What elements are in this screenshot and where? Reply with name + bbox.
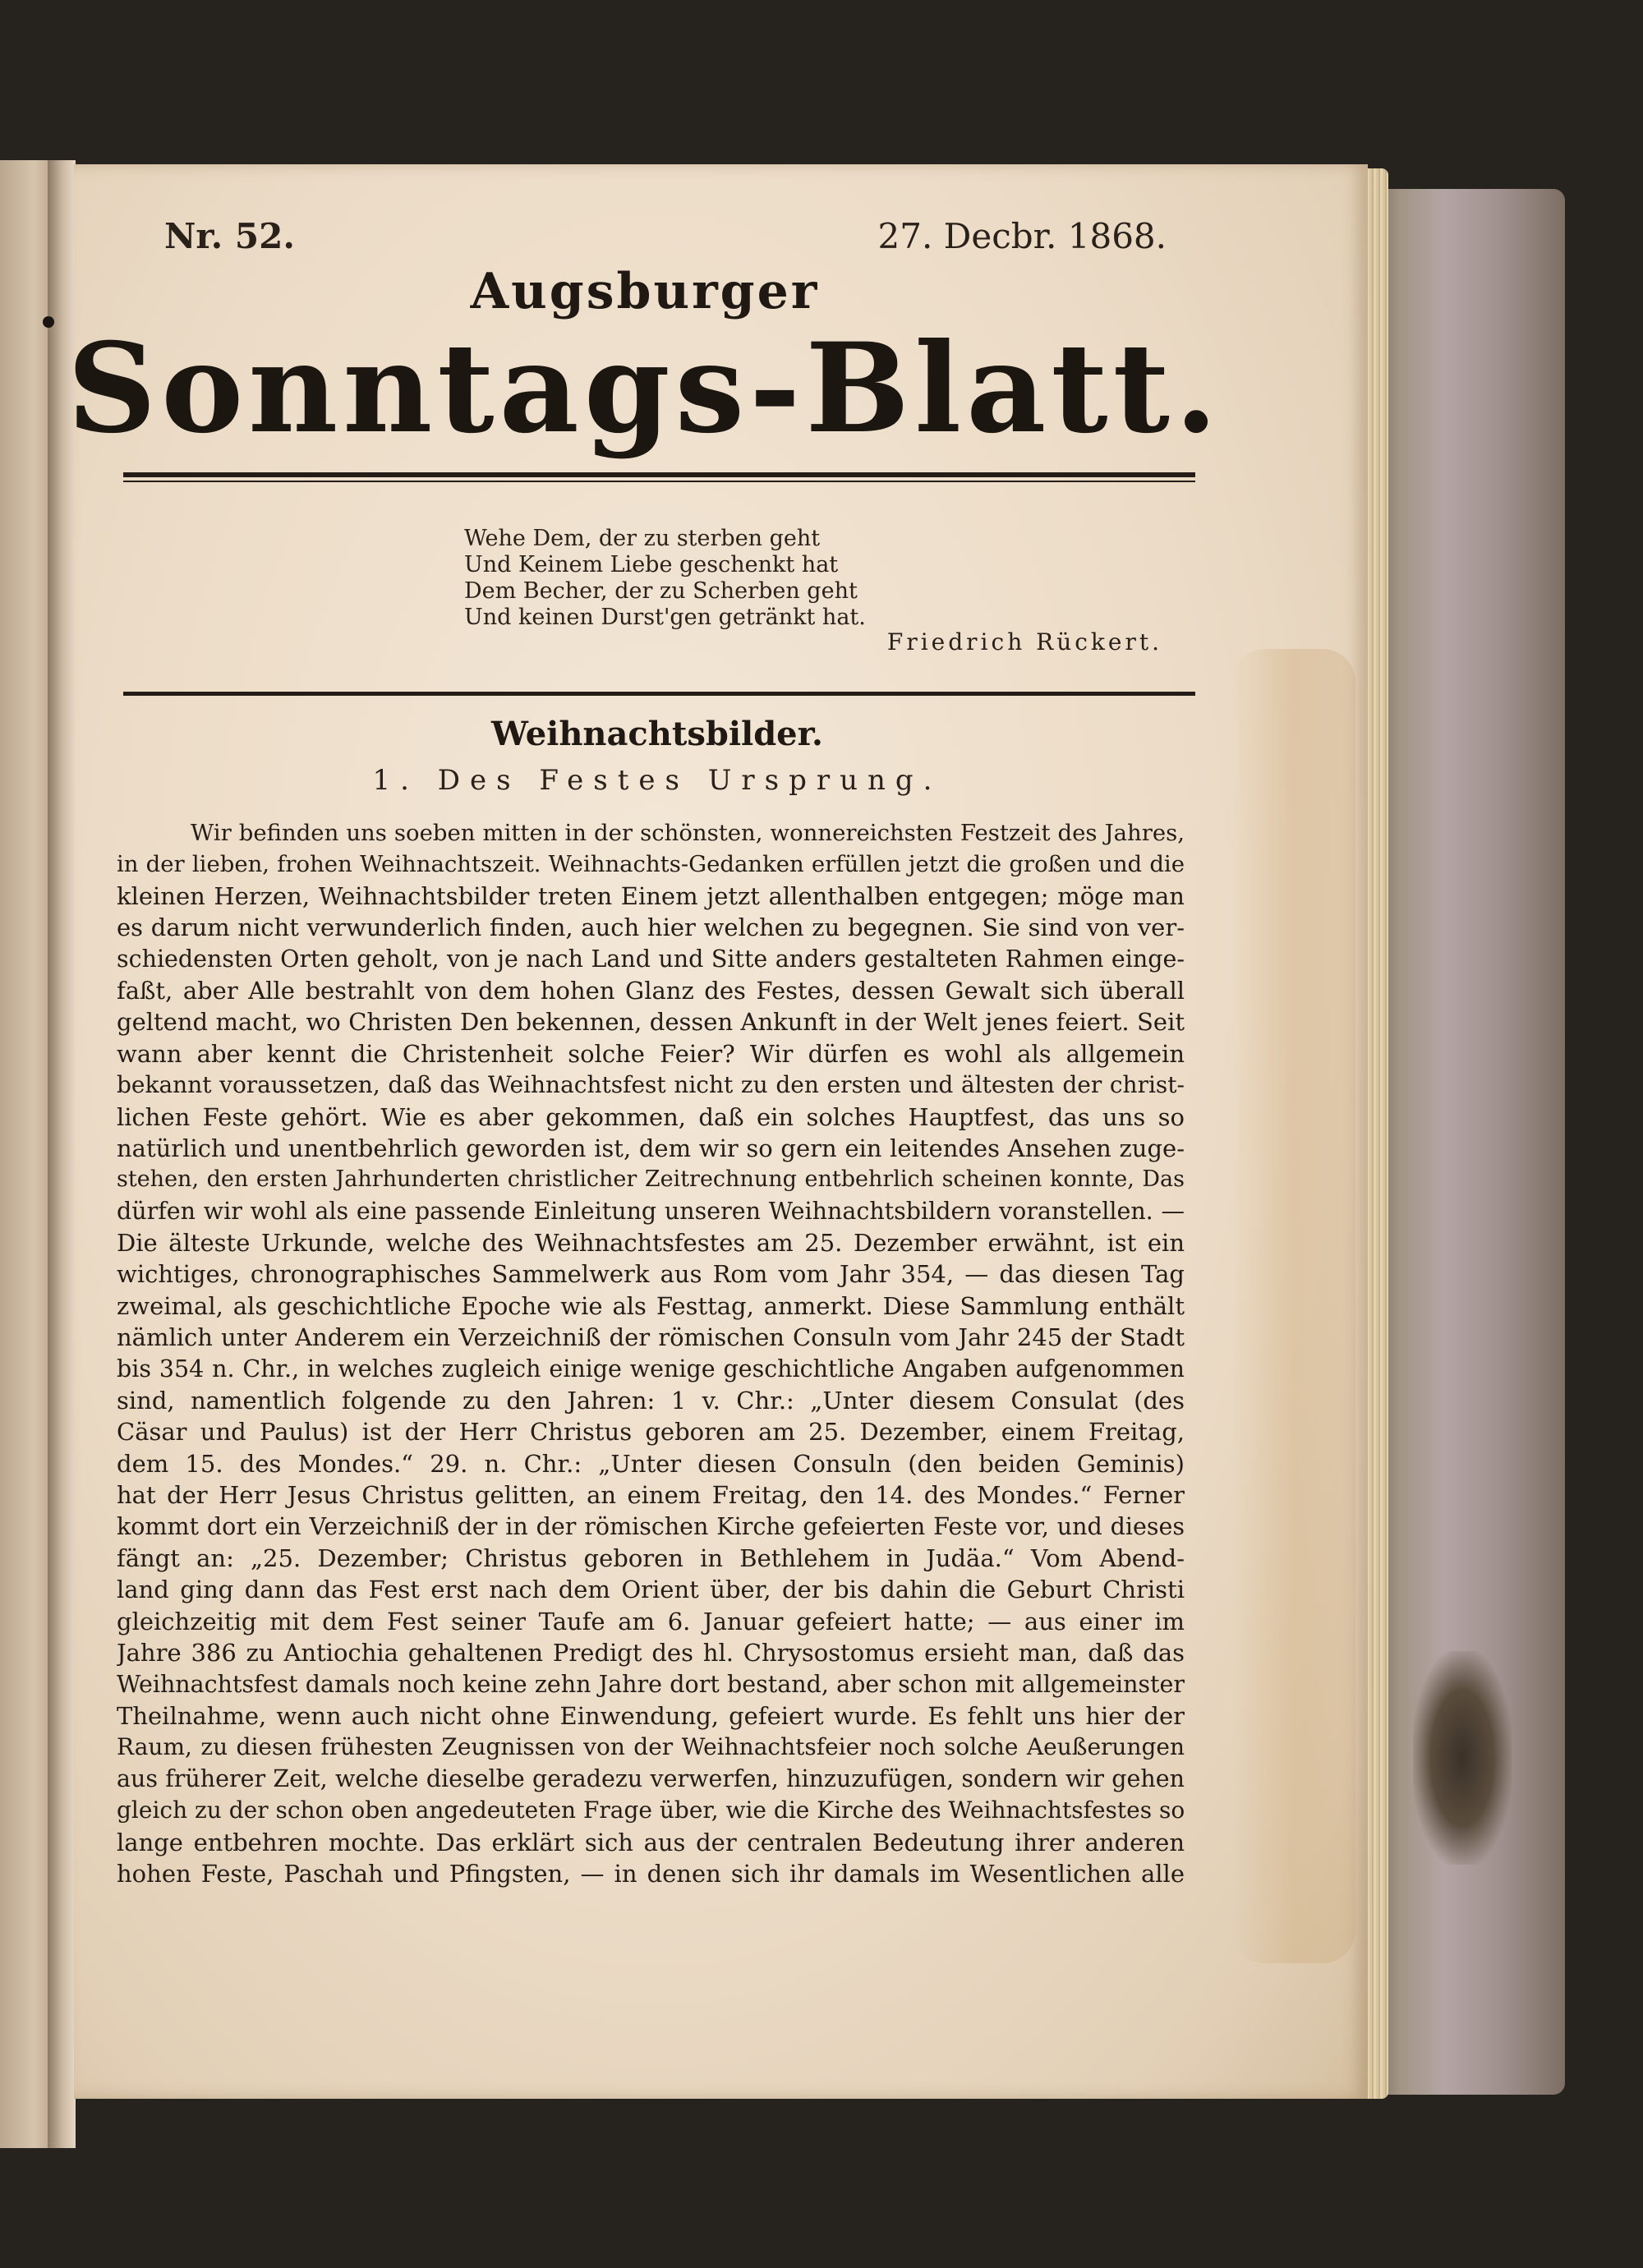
text-line: es darum nicht verwunderlich finden, auch hier welchen zu begegnen. Sie sind von ver- bbox=[117, 913, 1185, 942]
masthead-title: Sonntags-Blatt. bbox=[67, 316, 1223, 461]
article-body bbox=[117, 817, 1185, 1889]
text-line: bis 354 n. Chr., in welches zugleich einige wenige geschichtliche Angaben aufgenommen bbox=[117, 1355, 1185, 1382]
text-line: dem 15. des Mondes.“ 29. n. Chr.: „Unter diesen Consuln (den beiden Geminis) bbox=[117, 1449, 1185, 1478]
text-line: land ging dann das Fest erst nach dem Orient über, der bis dahin die Geburt Christi bbox=[117, 1576, 1185, 1604]
text-line: in der lieben, frohen Weihnachtszeit. Weihnachts-Gedanken erfüllen jetzt die großen und die bbox=[117, 851, 1185, 878]
text-line: Raum, zu diesen frühesten Zeugnissen von der Weihnachtsfeier noch solche Aeußerungen bbox=[117, 1733, 1185, 1761]
text-line: lange entbehren mochte. Das erklärt sich aus der centralen Bedeutung ihrer anderen bbox=[117, 1828, 1185, 1856]
section-rule bbox=[123, 692, 1195, 696]
text-line: Wir befinden uns soeben mitten in der schönsten, wonnereichsten Festzeit des Jahres, bbox=[191, 820, 1185, 846]
text-line: nämlich unter Anderem ein Verzeichniß der römischen Consuln vom Jahr 245 der Stadt bbox=[117, 1323, 1185, 1352]
motto-line: Und Keinem Liebe geschenkt hat bbox=[464, 552, 839, 577]
masthead-city: Augsburger bbox=[470, 263, 820, 320]
text-line: kommt dort ein Verzeichniß der in der römischen Kirche gefeierten Feste vor, und dieses bbox=[117, 1512, 1185, 1540]
issue-date: 27. Decbr. 1868. bbox=[877, 216, 1167, 256]
text-line: geltend macht, wo Christen Den bekennen, dessen Ankunft in der Welt jenes feiert. Seit bbox=[117, 1008, 1185, 1037]
issue-number: Nr. 52. bbox=[164, 216, 295, 256]
text-line: schiedensten Orten geholt, von je nach Land und Sitte anders gestalteten Rahmen einge- bbox=[117, 945, 1185, 973]
water-stain bbox=[1232, 649, 1355, 1963]
text-line: dürfen wir wohl als eine passende Einleitung unseren Weihnachtsbildern voranstellen. — bbox=[117, 1197, 1185, 1225]
text-line: fängt an: „25. Dezember; Christus geboren in Bethlehem in Judäa.“ Vom Abend- bbox=[117, 1543, 1185, 1572]
text-line: Theilnahme, wenn auch nicht ohne Einwendung, gefeiert wurde. Es fehlt uns hier der bbox=[117, 1701, 1185, 1730]
text-line: zweimal, als geschichtliche Epoche wie als Festtag, anmerkt. Diese Sammlung enthält bbox=[117, 1291, 1185, 1320]
text-line: lichen Feste gehört. Wie es aber gekommen, daß ein solches Hauptfest, das uns so bbox=[117, 1102, 1185, 1131]
text-line: bekannt voraussetzen, daß das Weihnachtsfest nicht zu den ersten und ältesten der christ- bbox=[117, 1071, 1185, 1099]
article-title: Weihnachtsbilder. bbox=[491, 715, 823, 753]
text-line: kleinen Herzen, Weihnachtsbilder treten Einem jetzt allenthalben entgegen; möge man bbox=[117, 881, 1185, 910]
text-line: Jahre 386 zu Antiochia gehaltenen Predigt des hl. Chrysostomus ersieht man, daß das bbox=[117, 1639, 1185, 1668]
text-line: wichtiges, chronographisches Sammelwerk aus Rom vom Jahr 354, — das diesen Tag bbox=[117, 1260, 1185, 1289]
text-line: stehen, den ersten Jahrhunderten christlicher Zeitrechnung entbehrlich scheinen konnte, Das bbox=[117, 1166, 1185, 1193]
text-line: Cäsar und Paulus) ist der Herr Christus geboren am 25. Dezember, einem Freitag, bbox=[117, 1418, 1185, 1447]
header-rule-thick bbox=[123, 472, 1195, 477]
motto-line: Dem Becher, der zu Scherben geht bbox=[464, 578, 858, 604]
text-line: Die älteste Urkunde, welche des Weihnachtsfestes am 25. Dezember erwähnt, ist ein bbox=[117, 1229, 1185, 1258]
text-line: gleich zu der schon oben angedeuteten Frage über, wie die Kirche des Weihnachtsfestes so bbox=[117, 1796, 1185, 1824]
text-line: natürlich und unentbehrlich geworden ist, dem wir so gern ein leitendes Ansehen zuge- bbox=[117, 1134, 1185, 1162]
motto-author: Friedrich Rückert. bbox=[886, 628, 1162, 656]
motto-line: Wehe Dem, der zu sterben geht bbox=[464, 526, 821, 551]
text-line: wann aber kennt die Christenheit solche Feier? Wir dürfen es wohl als allgemein bbox=[117, 1039, 1185, 1068]
text-line: gleichzeitig mit dem Fest seiner Taufe am 6. Januar gefeiert hatte; — aus einer im bbox=[117, 1607, 1185, 1635]
article-subtitle: 1. Des Festes Ursprung. bbox=[372, 764, 942, 797]
text-line: Weihnachtsfest damals noch keine zehn Jahre dort bestand, aber schon mit allgemeinster bbox=[117, 1670, 1185, 1698]
header-rule-thin bbox=[123, 481, 1195, 482]
text-line: hat der Herr Jesus Christus gelitten, an einem Freitag, den 14. des Mondes.“ Ferner bbox=[117, 1481, 1185, 1510]
motto-line: Und keinen Durst'gen getränkt hat. bbox=[464, 605, 866, 630]
text-line: sind, namentlich folgende zu den Jahren: 1 v. Chr.: „Unter diesem Consulat (des bbox=[117, 1387, 1185, 1415]
cover-stain bbox=[1413, 1651, 1512, 1865]
motto-verse bbox=[464, 526, 924, 631]
text-line: hohen Feste, Paschah und Pfingsten, — in denen sich ihr damals im Wesentlichen alle bbox=[117, 1859, 1185, 1888]
text-line: aus früherer Zeit, welche dieselbe geradezu verwerfen, hinzuzufügen, sondern wir gehen bbox=[117, 1764, 1185, 1792]
masthead-row bbox=[164, 216, 1167, 265]
text-line: faßt, aber Alle bestrahlt von dem hohen Glanz des Festes, dessen Gewalt sich überall bbox=[117, 976, 1185, 1005]
